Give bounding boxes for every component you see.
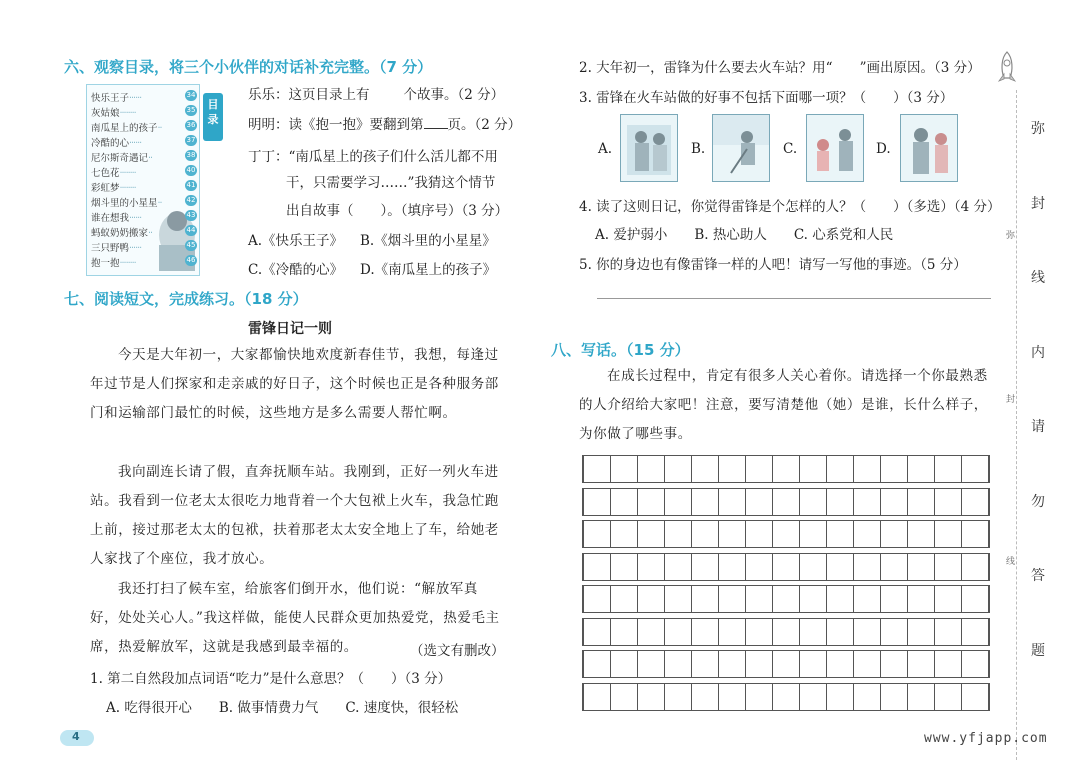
toc-item-title: 灰姑娘 [91,108,120,119]
passage-paragraph-2: 我向副连长请了假，直奔抚顺车站。我刚到，正好一列火车进站。我看到一位老太太很吃力地背着一个大包袱上火车，我急忙跑上前，接过那老太太的包袱，扶着那老太太安全地上了车，给她老人家找了个座位，我才放心。 [90,464,499,567]
page-number: 4 [72,730,80,743]
watermark: www.yfjapp.com [924,731,1048,746]
picture-option-a[interactable] [620,114,678,182]
toc-item [91,255,136,269]
passage-paragraph-3: 我还打扫了候车室，给旅客们倒开水，他们说：“解放军真好，处处关心人。”我这样做，能使人民群众更加热爱党，热爱毛主席，热爱解放军，这就是我感到最幸福的。 [90,581,500,655]
toc-item [91,105,136,119]
grid-row[interactable] [582,585,990,613]
margin-char: 答 [1031,568,1045,584]
toc-page-number: 40 [186,166,196,174]
toc-page-number: 37 [186,136,196,144]
toc-item-title: 抱一抱 [91,258,120,269]
grid-row[interactable] [582,488,990,516]
toc-leader: ······ [129,93,142,104]
toc-item-title: 南瓜星上的孩子 [91,123,158,134]
grid-row[interactable] [582,618,990,646]
margin-char: 请 [1031,419,1045,435]
question-2: 2. 大年初一，雷锋为什么要去火车站？用“ ”画出原因。（3 分） [579,60,981,76]
passage-title: 雷锋日记一则 [248,321,332,337]
passage-source: （选文有删改） [410,643,505,659]
margin-char: 封 [1031,195,1045,212]
picture-option-c[interactable] [806,114,864,182]
margin-char: 勿 [1031,493,1045,510]
picture-option-d[interactable] [900,114,958,182]
grid-row[interactable] [582,520,990,548]
page-number-badge [60,730,94,746]
seal-char: 封 [1006,395,1016,405]
passage-paragraph-1: 今天是大年初一，大家都愉快地欢度新春佳节，我想，每逢过年过节是人们探家和走亲戚的好日子，这个时候也正是各种服务部门和运输部门最忙的时候，这些地方是多么需要人帮忙啊。 [90,347,499,421]
dingding-line-2: 干，只需要学习……”我猜这个情节 [286,175,496,191]
toc-leader: ·· [157,123,162,134]
toc-band: 目录 [203,93,223,141]
answer-line[interactable] [597,298,991,299]
page-blank[interactable] [424,116,448,129]
pic-label-d: D. [876,141,891,157]
toc-page-number: 45 [186,241,196,249]
toc-page-number: 38 [186,151,196,159]
question-5: 5. 你的身边也有像雷锋一样的人吧！请写一写他的事迹。（5 分） [579,257,967,273]
toc-item-title: 彩虹梦 [91,183,120,194]
mingming-line: 明明：读《抱一抱》要翻到第 页。（2 分） [248,117,522,133]
section-7-title: 七、阅读短文，完成练习。（18 分） [64,290,308,308]
toc-item [91,210,141,224]
dingding-line-3: 出自故事（ ）。（填序号）（3 分） [286,203,509,219]
toc-page-number: 34 [186,91,196,99]
margin-char: 弥 [1031,121,1045,137]
question-3: 3. 雷锋在火车站做的好事不包括下面哪一项？（ ）（3 分） [579,90,954,106]
grid-row[interactable] [582,455,990,483]
rocket-icon [995,50,1019,84]
toc-item [91,180,136,194]
pic-label-c: C. [783,141,798,157]
toc-item-title: 烟斗里的小星星 [91,198,158,209]
toc-leader: ········ [119,183,136,194]
margin-char: 内 [1031,344,1045,361]
section-6-title: 六、观察目录，将三个小伙伴的对话补充完整。（7 分） [64,58,433,76]
toc-item [91,135,141,149]
toc-item [91,90,141,104]
toc-leader: ·· [148,153,153,164]
toc-item-title: 快乐王子 [91,93,130,104]
question-1-options: A. 吃得很开心 B. 做事情费力气 C. 速度快，很轻松 [106,700,459,716]
toc-item-title: 三只野鸭 [91,243,130,254]
toc-leader: ········ [119,168,136,179]
toc-page-number: 44 [186,226,196,234]
option-c: C.《冷酷的心》 [248,262,344,278]
toc-leader: ········ [119,108,136,119]
table-of-contents [86,84,219,276]
binding-line [1016,90,1017,760]
toc-item [91,150,152,164]
option-a: A.《快乐王子》 [248,233,344,249]
toc-item [91,225,152,239]
question-4: 4. 读了这则日记，你觉得雷锋是个怎样的人？（ ）（多选）（4 分） [579,199,1001,215]
toc-leader: ········ [119,258,136,269]
picture-option-b[interactable] [712,114,770,182]
grid-row[interactable] [582,553,990,581]
toc-page-number: 35 [186,106,196,114]
toc-item-title: 七色花 [91,168,120,179]
option-d: D.《南瓜星上的孩子》 [360,262,497,278]
toc-leader: ·· [148,228,153,239]
seal-char: 线 [1006,557,1016,567]
toc-page-number: 46 [186,256,196,264]
pic-label-a: A. [598,141,613,157]
pic-label-b: B. [691,141,706,157]
question-4-options: A. 爱护弱小 B. 热心助人 C. 心系党和人民 [595,227,894,243]
toc-item [91,165,136,179]
option-b: B.《烟斗里的小星星》 [360,233,496,249]
toc-page-number: 36 [186,121,196,129]
grid-row[interactable] [582,650,990,678]
grid-row[interactable] [582,683,990,711]
toc-item-title: 蚂蚁奶奶搬家 [91,228,149,239]
toc-item [91,240,141,254]
margin-char: 题 [1031,642,1045,659]
toc-page-number: 43 [186,211,196,219]
toc-page-number: 42 [186,196,196,204]
toc-leader: ·· [157,198,162,209]
toc-item [91,195,162,209]
toc-page-number: 41 [186,181,196,189]
toc-item-title: 谁在想我 [91,213,130,224]
seal-char: 弥 [1006,231,1016,241]
toc-item-title: 尼尔斯奇遇记 [91,153,149,164]
margin-char: 线 [1031,270,1045,286]
toc-leader: ······ [129,243,142,254]
lele-line: 乐乐：这页目录上有 个故事。（2 分） [248,87,505,103]
toc-leader: ······ [129,138,142,149]
dingding-line-1: 丁丁：“南瓜星上的孩子们什么活儿都不用 [248,149,498,165]
toc-leader: ······ [129,213,142,224]
writing-prompt: 在成长过程中，肯定有很多人关心着你。请选择一个你最熟悉的人介绍给大家吧！注意，要写清楚他（她）是谁，长什么样子，为你做了哪些事。 [579,368,988,442]
section-8-title: 八、写话。（15 分） [551,341,690,359]
toc-item [91,120,162,134]
question-1: 1. 第二自然段加点词语“吃力”是什么意思？（ ）（3 分） [90,671,452,687]
toc-item-title: 冷酷的心 [91,138,130,149]
